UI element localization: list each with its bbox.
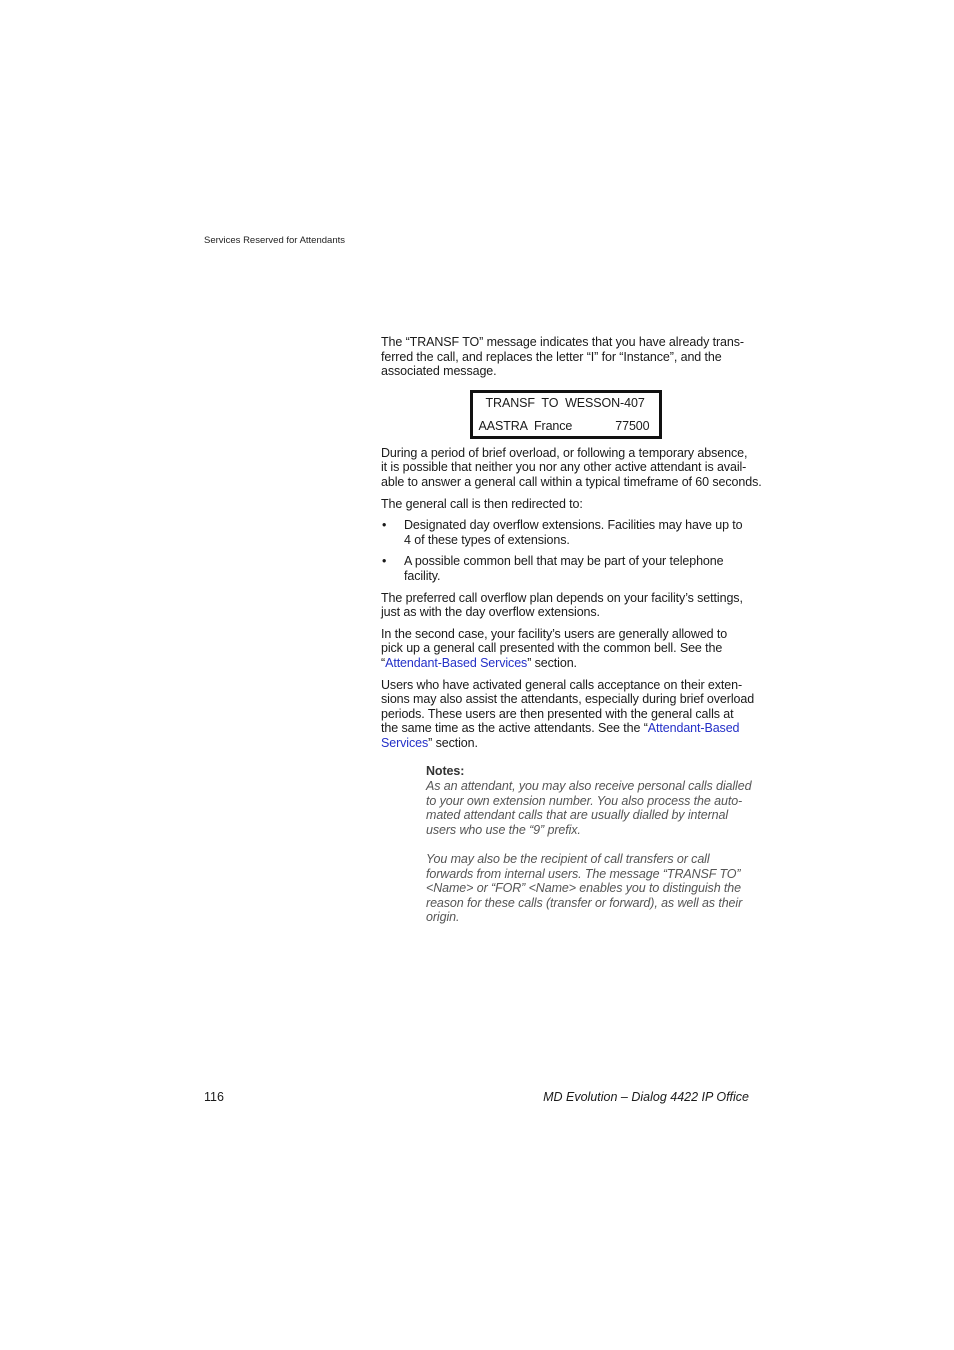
text-line: Users who have activated general calls acceptance on their exten- xyxy=(381,677,743,692)
page-body xyxy=(381,335,762,940)
text-line: During a period of brief overload, or following a temporary absence, xyxy=(381,445,748,460)
text-line: The preferred call overflow plan depends on your facility’s settings, xyxy=(381,590,743,605)
redirect-list xyxy=(381,518,753,583)
display-row-2-left: AASTRA France xyxy=(478,418,573,433)
text-line: it is possible that neither you nor any other active attendant is avail- xyxy=(381,460,747,475)
text-line: reason for these calls (transfer or forward), as well as their xyxy=(426,895,743,910)
running-head: Services Reserved for Attendants xyxy=(204,235,345,246)
page-number: 116 xyxy=(204,1090,224,1104)
text-line xyxy=(381,721,753,736)
text-line: periods. These users are then presented with the general calls at xyxy=(381,706,734,721)
bullet-icon: • xyxy=(382,518,387,533)
quote-close: ” section. xyxy=(527,655,577,670)
text-line: to your own extension number. You also process the auto- xyxy=(426,793,743,808)
text-line: 4 of these types of extensions. xyxy=(404,532,570,547)
plan-paragraph xyxy=(381,591,753,620)
text-line: In the second case, your facility’s users are generally allowed to xyxy=(381,626,728,641)
redirect-paragraph: The general call is then redirected to: xyxy=(381,496,583,511)
display-row-1: TRANSF TO WESSON-407 xyxy=(485,395,645,410)
display-figure xyxy=(378,390,753,439)
text-line: A possible common bell that may be part of your telephone xyxy=(404,554,724,569)
second-case-paragraph xyxy=(381,627,753,671)
text-line: users who use the “9” prefix. xyxy=(426,822,581,837)
text-line: <Name> or “FOR” <Name> enables you to distinguish the xyxy=(426,881,742,896)
list-item xyxy=(381,518,753,547)
document-title: MD Evolution – Dialog 4422 IP Office xyxy=(543,1090,749,1104)
users-paragraph xyxy=(381,678,753,751)
text-line: As an attendant, you may also receive personal calls dialled xyxy=(426,779,752,794)
text-line: Designated day overflow extensions. Facilities may have up to xyxy=(404,518,743,533)
text-line: just as with the day overflow extensions. xyxy=(381,605,600,620)
text-line: ferred the call, and replaces the letter “I” for “Instance”, and the xyxy=(381,349,722,364)
text-line: The “TRANSF TO” message indicates that you have already trans- xyxy=(381,335,744,349)
text-line: associated message. xyxy=(381,364,497,379)
text-line: origin. xyxy=(426,910,460,925)
phone-display xyxy=(470,390,662,439)
line-text: the same time as the active attendants. See the “ xyxy=(381,721,648,736)
attendant-based-services-link-part2[interactable]: Services xyxy=(381,735,429,750)
bullet-icon: • xyxy=(382,554,387,569)
note-2 xyxy=(426,852,753,925)
quote-open: “ xyxy=(381,655,386,670)
intro-paragraph xyxy=(381,335,753,379)
text-line: forwards from internal users. The message “TRANSF TO” xyxy=(426,866,741,881)
overload-paragraph xyxy=(381,445,762,490)
quote-close: ” section. xyxy=(428,735,478,750)
text-line: facility. xyxy=(404,568,441,583)
attendant-based-services-link-part1[interactable]: Attendant-Based xyxy=(647,721,740,736)
notes-title: Notes: xyxy=(426,764,465,779)
text-line xyxy=(381,736,753,751)
note-1 xyxy=(426,779,753,837)
text-line: sions may also assist the attendants, especially during brief overload xyxy=(381,692,755,707)
text-line: mated attendant calls that are usually dialled by internal xyxy=(426,808,729,823)
display-row-2-right: 77500 xyxy=(615,418,650,433)
text-line: You may also be the recipient of call transfers or call xyxy=(426,852,710,867)
notes-block xyxy=(426,764,753,925)
text-line: pick up a general call presented with the common bell. See the xyxy=(381,641,723,656)
list-item xyxy=(381,554,753,583)
text-line xyxy=(381,656,753,671)
attendant-based-services-link[interactable]: Attendant-Based Services xyxy=(385,655,528,670)
text-line: able to answer a general call within a typical timeframe of 60 seconds. xyxy=(381,474,762,489)
